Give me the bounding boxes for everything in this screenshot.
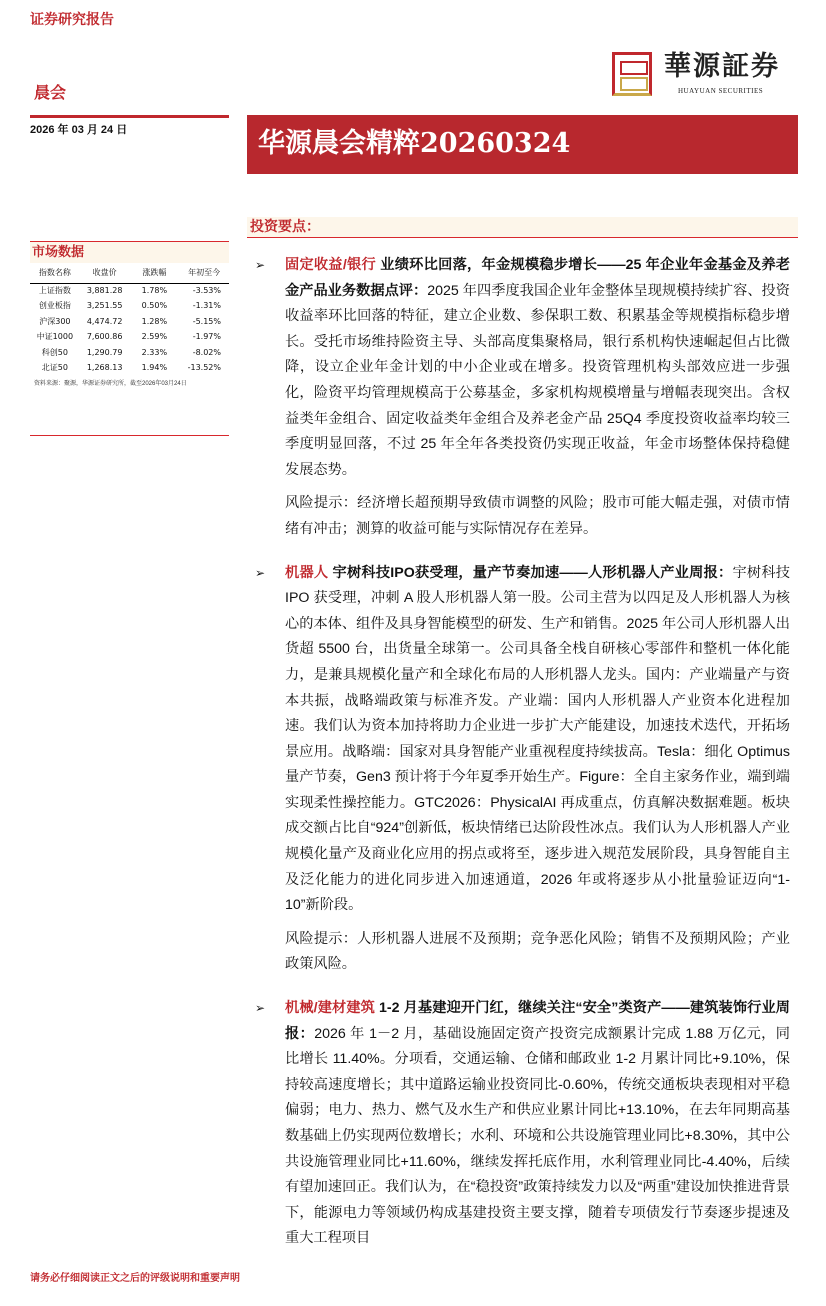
divider: [30, 435, 229, 436]
column-header: 收盘价: [80, 263, 130, 283]
table-cell: 科创50: [41, 347, 68, 357]
column-header: 年初至今: [179, 263, 229, 283]
table-cell: 创业板指: [38, 301, 71, 311]
table-cell: 7,600.86: [86, 332, 123, 342]
column-header: 指数名称: [30, 263, 80, 283]
table-row: [30, 330, 229, 346]
section-body: 2025 年四季度我国企业年金整体呈现规模持续扩容、投资收益率环比回落的特征，建立企业数、参保职工数、积累基金等规模指标稳步增长。受托市场维持险资主导、头部高度集聚格局，银行系机构快速崛起但占比微降，设立企业年金计划的中小企业或在增多。投资管理机构头部效应进一步强化，险资平均管理规模高于公募基金，多家机构规模增量与增幅表现突出。含权益类年金组合、固定收益类年金组合及养老金产品 25Q4 季度投资收益率均较三季度明显回落，不过 25 年全年各类投资仍实现正收益，年金市场整体保持稳健发展态势。: [285, 282, 790, 478]
divider: [30, 115, 229, 118]
market-data-title: 市场数据: [30, 241, 229, 263]
table-cell: 2.59%: [141, 332, 168, 342]
table-cell: 0.50%: [141, 301, 168, 311]
disclaimer-footer: 请务必仔细阅读正文之后的评级说明和重要声明: [30, 1272, 240, 1284]
section-tag: 固定收益/银行: [285, 257, 377, 273]
table-cell: 上证指数: [38, 286, 71, 295]
table-cell: 1.78%: [141, 286, 168, 295]
table-row: [30, 299, 229, 315]
section-tag: 机器人: [285, 564, 329, 581]
section-fixed-income: [255, 253, 790, 543]
key-points-heading: 投资要点：: [250, 219, 320, 235]
table-cell: 3,251.55: [86, 301, 123, 311]
document-type: 证券研究报告: [30, 12, 114, 28]
report-date: 2026 年 03 月 24 日: [30, 124, 128, 136]
table-cell: 2.33%: [141, 347, 168, 357]
table-cell: 3,881.28: [86, 286, 123, 295]
section-robotics: [255, 561, 790, 979]
section-body: 2026 年 1－2 月，基础设施固定资产投资完成额累计完成 1.88 万亿元，同比增长 11.40%。分项看，交通运输、仓储和邮政业 1-2 月累计同比+9.10%，保持较高速度增长；其中道路运输业投资同比-0.60%，传统交通板块表现相对平稳偏弱；电力、热力、燃气及水生产和供应业累计同比+13.10%，在去年同期高基数基础上仍实现两位数增长；水利、环境和公共设施管理业同比+8.30%，其中公共设施管理业同比+11.60%，继续发挥托底作用，水利管理业同比-4.40%，后续有望加速回正。我们认为，在“稳投资”政策持续发力以及“两重”建设加快推进背景下，能源电力等领域仍构成基建投资主要支撑，随着专项债发行节奏逐步提速及重大工程项目: [285, 1025, 790, 1247]
table-cell: -1.31%: [192, 301, 221, 311]
table-cell: 沪深300: [39, 316, 71, 326]
table-cell: 中证1000: [36, 332, 74, 342]
table-row: [30, 283, 229, 299]
page-title: 华源晨会精粹20260324: [258, 128, 571, 159]
bullet-arrow-icon: ➢: [255, 258, 266, 272]
risk-note: 风险提示：人形机器人进展不及预期；竞争恶化风险；销售不及预期风险；产业政策风险。: [285, 930, 790, 973]
table-cell: -3.53%: [192, 286, 221, 295]
market-data-panel: [30, 241, 229, 388]
bullet-arrow-icon: ➢: [255, 565, 266, 580]
table-cell: -8.02%: [192, 347, 221, 357]
section-headline: 宇树科技IPO获受理，量产节奏加速——人形机器人产业周报：: [332, 564, 733, 581]
table-cell: 北证50: [41, 363, 68, 373]
table-row: [30, 314, 229, 330]
table-cell: 1.94%: [141, 363, 168, 373]
report-section: 晨会: [34, 83, 67, 102]
column-header: 涨跌幅: [130, 263, 180, 283]
section-construction: [255, 996, 790, 1252]
logo-text: 華源証券: [664, 51, 780, 82]
risk-note: 风险提示：经济增长超预期导致债市调整的风险；股市可能大幅走强，对债市情绪有冲击；测算的收益可能与实际情况存在差异。: [285, 495, 790, 537]
table-cell: -13.52%: [187, 363, 221, 373]
section-body: 宇树科技 IPO 获受理，冲刺 A 股人形机器人第一股。公司主营为以四足及人形机器人为核心的本体、组件及具身智能模型的研发、生产和销售。2025 年公司人形机器人出货超 5500 台，出货量全球第一。公司具备全栈自研核心零部件和整机一体化能力，是兼具规模化量产和全球化布局的人形机器人龙头。国内：产业端量产与资本共振，战略端政策与标准齐发。产业端：国内人形机器人产业资本化进程加速。我们认为资本加持将助力企业进一步扩大产能建设，加速技术迭代，开拓场景应用。战略端：国家对具身智能产业重视程度持续拔高。Tesla：细化 Optimus 量产节奏，Gen3 预计将于今年夏季开始生产。Figure：全自主家务作业，端到端实现柔性操控能力。GTC2026：PhysicalAI 再成重点，仿真解决数据难题。板块成交额占比自“924”创新低，板块情绪已达阶段性冰点。我们认为人形机器人产业规模化量产及商业化应用的拐点或将至，逐步进入规范发展阶段，具身智能自主及泛化能力的进化同步进入加速通道，2026 年或将逐步从小批量验证迈向“1-10”新阶段。: [285, 564, 790, 914]
data-source-note: 资料来源：聚源，华源证券研究所，截至2026年03月24日: [34, 381, 187, 387]
market-data-table: [30, 263, 229, 376]
table-row: [30, 361, 229, 377]
logo-text-en: HUAYUAN SECURITIES: [678, 87, 764, 95]
section-tag: 机械/建材建筑: [285, 1000, 375, 1017]
table-cell: 4,474.72: [86, 316, 123, 326]
bullet-arrow-icon: ➢: [255, 1001, 266, 1016]
table-cell: 1,290.79: [86, 347, 123, 357]
section-headline: 业绩环比回落，年金规模稳步增长——25 年企业年金基金及养老金产品业务数据点评：: [285, 257, 790, 299]
table-cell: -1.97%: [192, 332, 221, 342]
table-cell: 1.28%: [141, 316, 168, 326]
section-headline: 1-2 月基建迎开门红，继续关注“安全”类资产——建筑装饰行业周报：: [285, 1000, 790, 1042]
table-cell: -5.15%: [192, 316, 221, 326]
table-row: [30, 345, 229, 361]
table-cell: 1,268.13: [86, 363, 123, 373]
